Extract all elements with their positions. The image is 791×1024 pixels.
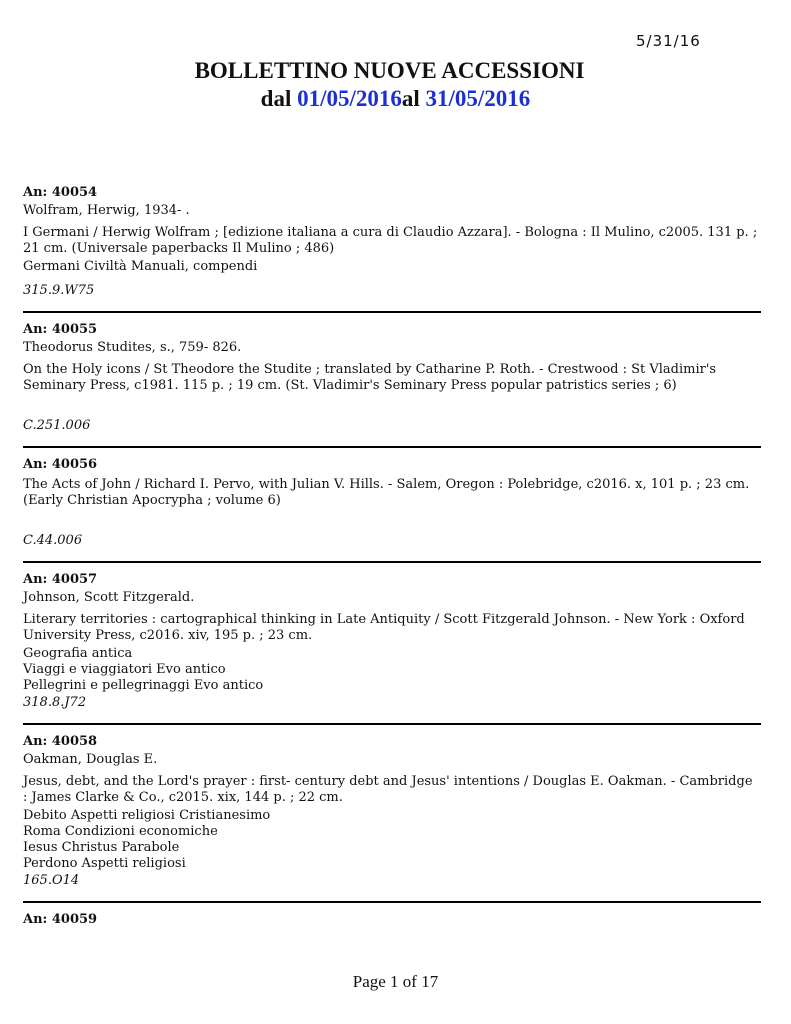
entry-subject: Debito Aspetti religiosi Cristianesimo [23,808,271,823]
entry-description: The Acts of John / Richard I. Pervo, with Julian V. Hills. - Salem, Oregon : Polebridge, c2016. x, 101 p. ; 23 cm. (Early Christian Apocrypha ; volume 6) [23,477,750,508]
entry-description: On the Holy icons / St Theodore the Studite ; translated by Catharine P. Roth. - Crestwood : St Vladimir's Seminary Press, c1981. 115 p. ; 19 cm. (St. Vladimir's Seminary Press popular patristics series ; 6) [23,362,717,393]
accession-entry [23,734,761,889]
entry-description: Literary territories : cartographical thinking in Late Antiquity / Scott Fitzgerald Johnson. - New York : Oxford University Press, c2016. xiv, 195 p. ; 23 cm. [23,612,745,643]
from-date: 01/05/2016 [297,86,402,111]
entry-subject: Roma Condizioni economiche [23,824,218,839]
entry-divider [23,561,761,563]
entry-description: Jesus, debt, and the Lord's prayer : first- century debt and Jesus' intentions / Douglas E. Oakman. - Cambridge : James Clarke & Co., c2015. xix, 144 p. ; 22 cm. [23,774,753,805]
entry-subject: Perdono Aspetti religiosi [23,856,186,871]
entry-divider [23,311,761,313]
entry-author: Johnson, Scott Fitzgerald. [23,590,195,605]
accession-entry [23,572,761,711]
print-date: 5/31/16 [636,32,701,50]
page-number: Page 1 of 17 [352,972,439,991]
entry-author: Theodorus Studites, s., 759- 826. [23,340,242,355]
call-number: C.251.006 [23,418,91,433]
to-date: 31/05/2016 [425,86,531,111]
accession-entry [23,912,761,928]
bulletin-title [0,58,791,112]
entry-description: I Germani / Herwig Wolfram ; [edizione italiana a cura di Claudio Azzara]. - Bologna : Il Mulino, c2005. 131 p. ; 21 cm. (Universale paperbacks Il Mulino ; 486) [23,225,758,256]
entry-subject: Pellegrini e pellegrinaggi Evo antico [23,678,264,693]
entry-subject: Germani Civiltà Manuali, compendi [23,259,258,274]
entry-subject: Viaggi e viaggiatori Evo antico [23,662,226,677]
accession-list [23,185,761,930]
title-text: BOLLETTINO NUOVE ACCESSIONI [194,58,585,83]
entry-subject: Geografia antica [23,646,133,661]
accession-number: An: 40055 [23,322,98,337]
accession-number: An: 40054 [23,185,98,200]
entry-divider [23,723,761,725]
call-number: C.44.006 [23,533,83,548]
accession-number: An: 40059 [23,912,98,927]
entry-subject: Iesus Christus Parabole [23,840,180,855]
accession-entry [23,322,761,434]
entry-divider [23,901,761,903]
accession-number: An: 40058 [23,734,98,749]
call-number: 315.9.W75 [23,283,95,298]
al-label: al [401,86,420,111]
call-number: 318.8.J72 [23,695,87,710]
entry-divider [23,446,761,448]
call-number: 165.O14 [23,873,80,888]
accession-number: An: 40057 [23,572,98,587]
entry-author: Wolfram, Herwig, 1934- . [23,203,190,218]
dal-label: dal [260,86,292,111]
accession-number: An: 40056 [23,457,98,472]
accession-entry [23,185,761,299]
accession-entry [23,457,761,549]
date-range [0,86,791,112]
entry-author: Oakman, Douglas E. [23,752,158,767]
